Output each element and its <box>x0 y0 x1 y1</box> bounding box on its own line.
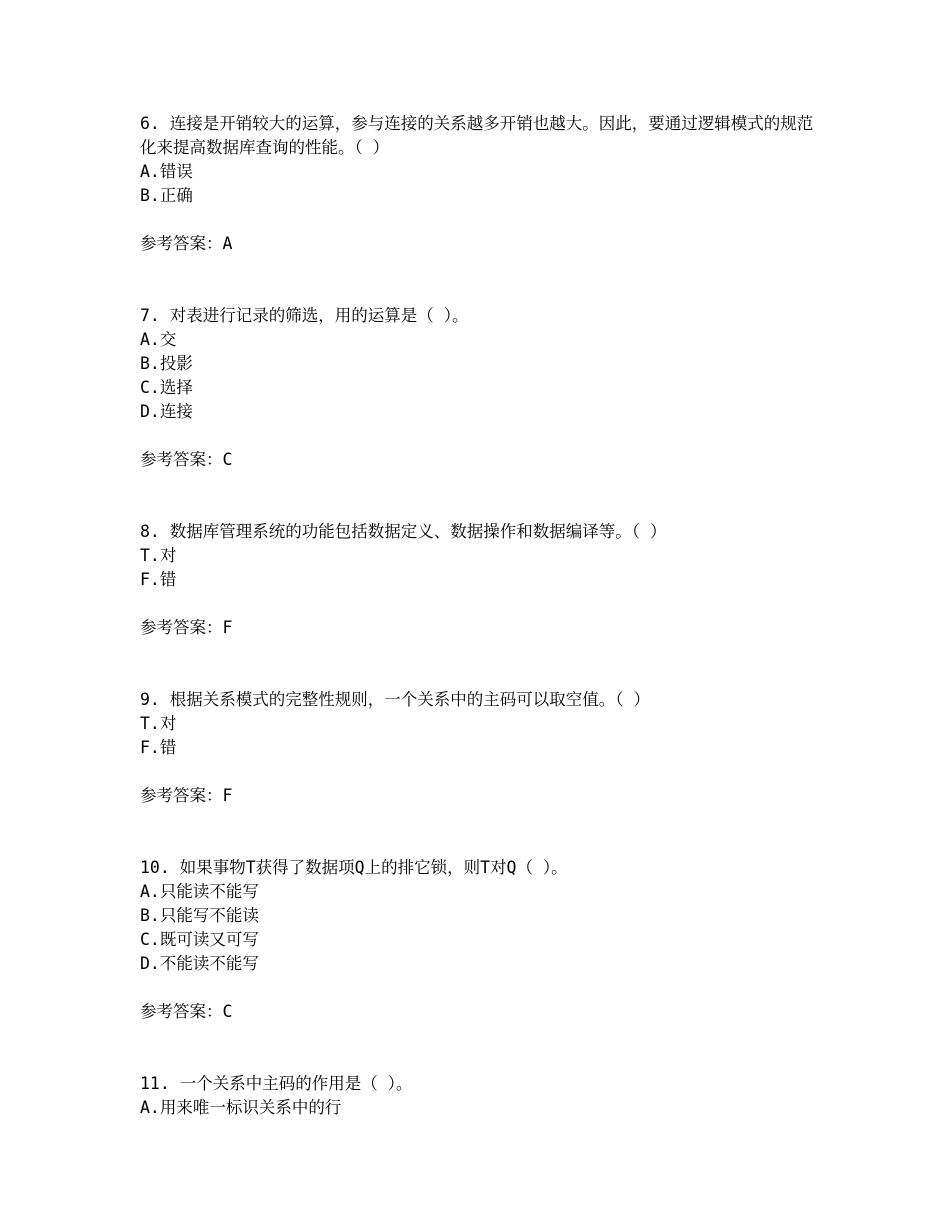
option-d: D.不能读不能写 <box>140 954 259 973</box>
option-a: A.交 <box>140 330 177 349</box>
reference-answer: 参考答案：C <box>140 1002 233 1021</box>
option-f: F.错 <box>140 570 177 589</box>
question-stem: 9. 根据关系模式的完整性规则，一个关系中的主码可以取空值。（ ） <box>140 690 650 709</box>
option-b: B.只能写不能读 <box>140 906 259 925</box>
option-t: T.对 <box>140 714 177 733</box>
question-stem: 8. 数据库管理系统的功能包括数据定义、数据操作和数据编译等。（ ） <box>140 522 667 541</box>
question-11 <box>140 1072 820 1120</box>
question-7 <box>140 304 820 520</box>
option-b: B.正确 <box>140 186 193 205</box>
option-c: C.既可读又可写 <box>140 930 259 949</box>
option-b: B.投影 <box>140 354 193 373</box>
question-stem: 7. 对表进行记录的筛选，用的运算是（ ）。 <box>140 306 469 325</box>
option-a: A.用来唯一标识关系中的行 <box>140 1098 342 1117</box>
reference-answer: 参考答案：A <box>140 234 233 253</box>
reference-answer: 参考答案：C <box>140 450 233 469</box>
option-c: C.选择 <box>140 378 193 397</box>
question-spacer <box>140 256 820 304</box>
question-8 <box>140 520 820 688</box>
question-stem: 10. 如果事物T获得了数据项Q上的排它锁，则T对Q（ ）。 <box>140 858 568 877</box>
question-spacer <box>140 640 820 688</box>
question-9 <box>140 688 820 856</box>
option-t: T.对 <box>140 546 177 565</box>
option-a: A.错误 <box>140 162 193 181</box>
reference-answer: 参考答案：F <box>140 786 233 805</box>
question-spacer <box>140 472 820 520</box>
question-list <box>140 112 820 1120</box>
option-a: A.只能读不能写 <box>140 882 259 901</box>
question-spacer <box>140 1024 820 1072</box>
option-f: F.错 <box>140 738 177 757</box>
question-spacer <box>140 808 820 856</box>
question-10 <box>140 856 820 1072</box>
reference-answer: 参考答案：F <box>140 618 233 637</box>
question-6 <box>140 112 820 304</box>
question-stem: 11. 一个关系中主码的作用是（ ）。 <box>140 1074 413 1093</box>
question-stem: 6. 连接是开销较大的运算，参与连接的关系越多开销也越大。因此，要通过逻辑模式的规范化来提高数据库查询的性能。（ ） <box>140 114 814 157</box>
option-d: D.连接 <box>140 402 193 421</box>
